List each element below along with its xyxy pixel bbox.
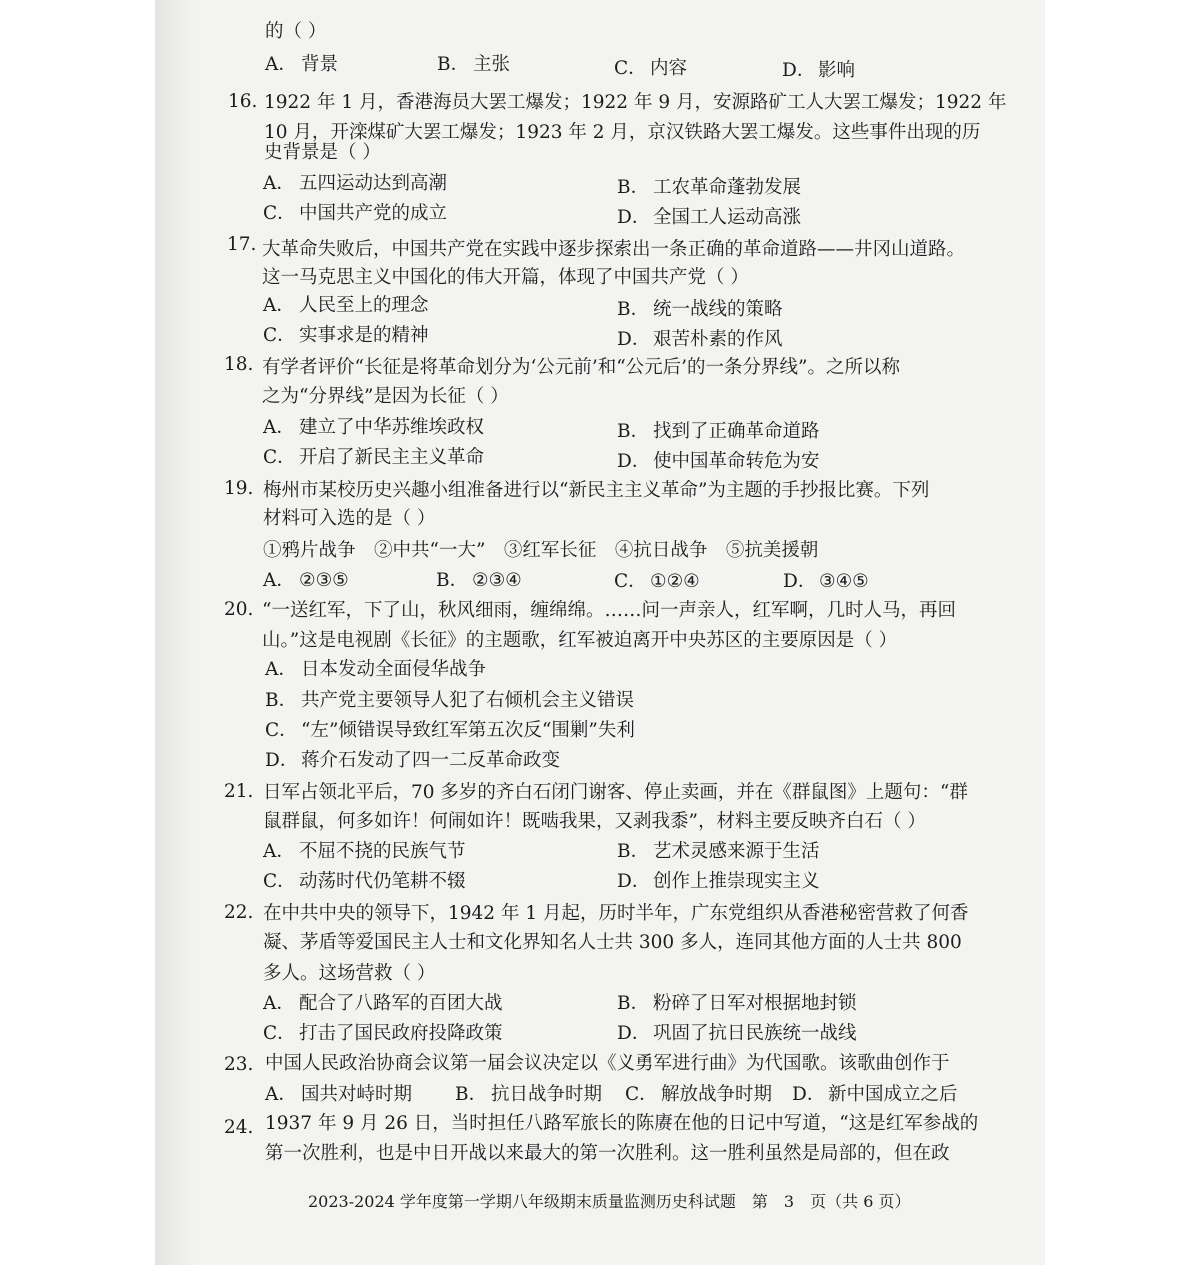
q22-line-3: 多人。这场营救（ ） — [263, 963, 436, 984]
option-text: 动荡时代仍笔耕不辍 — [299, 871, 466, 892]
q23-option-b — [455, 1083, 602, 1107]
q17-line-2: 这一马克思主义中国化的伟大开篇，体现了中国共产党（ ） — [262, 267, 749, 288]
option-letter: B． — [617, 299, 650, 320]
q24-line-1: 1937 年 9 月 26 日，当时担任八路军旅长的陈赓在他的日记中写道，“这是红军参战的 — [265, 1113, 979, 1134]
q20-option-a — [265, 658, 486, 682]
q18-line-1: 有学者评价“长征是将革命划分为‘公元前’和“公元后’的一条分界线”。之所以称 — [262, 357, 901, 378]
option-letter: D． — [792, 1084, 826, 1105]
option-text: 开启了新民主主义革命 — [299, 447, 485, 468]
q20-option-b — [265, 689, 634, 713]
option-text: 统一战线的策略 — [653, 299, 783, 320]
option-text: 内容 — [650, 58, 688, 79]
question-number: 23. — [224, 1054, 254, 1075]
q21-line-2: 鼠群鼠，何多如许！何闹如许！既啮我果，又剥我黍”，材料主要反映齐白石（ ） — [263, 811, 926, 832]
option-letter: D． — [617, 329, 651, 350]
option-letter: A． — [263, 417, 295, 438]
q16-line-3: 史背景是（ ） — [264, 142, 381, 163]
q22-line-1: 在中共中央的领导下，1942 年 1 月起，历时半年，广东党组织从香港秘密营救了何香 — [263, 903, 969, 924]
option-letter: D． — [265, 750, 299, 771]
q21-option-c — [263, 870, 466, 894]
option-letter: A． — [263, 570, 295, 591]
q15-option-b — [437, 53, 510, 77]
option-text: 使中国革命转危为安 — [653, 451, 820, 472]
option-text: 抗日战争时期 — [491, 1084, 603, 1105]
option-text: 找到了正确革命道路 — [653, 421, 820, 442]
q19-option-c — [614, 570, 700, 594]
option-text: 打击了国民政府投降政策 — [299, 1023, 503, 1044]
q16-line-1: 1922 年 1 月，香港海员大罢工爆发；1922 年 9 月，安源路矿工人大罢工爆发；1922 年 — [264, 92, 1007, 113]
q16-option-c — [263, 202, 447, 226]
q15-option-a — [265, 53, 338, 77]
option-text: 艰苦朴素的作风 — [653, 329, 783, 350]
q15-option-d — [782, 59, 855, 83]
question-number: 18. — [224, 354, 254, 375]
option-letter: C． — [614, 58, 647, 79]
q19-option-a — [263, 569, 349, 593]
q24-line-2: 第一次胜利，也是中日开战以来最大的第一次胜利。这一胜利虽然是局部的，但在政 — [265, 1143, 950, 1164]
q17-option-b — [617, 298, 783, 322]
option-letter: C． — [263, 1023, 296, 1044]
q22-option-b — [617, 992, 857, 1016]
q17-line-1: 大革命失败后，中国共产党在实践中逐步探索出一条正确的革命道路——井冈山道路。 — [262, 239, 966, 260]
q21-option-d — [617, 870, 820, 894]
q21-option-b — [617, 840, 820, 864]
q23-line-1: 中国人民政治协商会议第一届会议决定以《义勇军进行曲》为代国歌。该歌曲创作于 — [265, 1053, 950, 1074]
q20-option-c — [265, 719, 635, 743]
option-text: 新中国成立之后 — [828, 1084, 958, 1105]
q18-option-c — [263, 446, 484, 470]
option-letter: D． — [617, 1023, 651, 1044]
option-text: 背景 — [301, 54, 339, 75]
option-text: ②③⑤ — [299, 570, 349, 591]
q19-option-d — [783, 570, 869, 594]
option-letter: A． — [265, 54, 297, 75]
q16-option-a — [263, 172, 447, 196]
option-letter: B． — [436, 570, 469, 591]
option-text: 创作上推崇现实主义 — [653, 871, 820, 892]
q18-option-b — [617, 420, 820, 444]
option-text: ③④⑤ — [819, 571, 869, 592]
q22-line-2: 凝、茅盾等爱国民主人士和文化界知名人士共 300 多人，连同其他方面的人士共 800 — [263, 932, 962, 953]
q18-option-a — [263, 416, 484, 440]
option-text: 不屈不挠的民族气节 — [299, 841, 466, 862]
q20-option-d — [265, 749, 560, 773]
option-letter: D． — [617, 871, 651, 892]
q19-line-1: 梅州市某校历史兴趣小组准备进行以“新民主主义革命”为主题的手抄报比赛。下列 — [263, 480, 930, 501]
option-letter: C． — [614, 571, 647, 592]
option-text: 日本发动全面侵华战争 — [301, 659, 487, 680]
q19-line-3: ①鸦片战争 ②中共“一大” ③红军长征 ④抗日战争 ⑤抗美援朝 — [263, 540, 819, 561]
option-letter: D． — [783, 571, 817, 592]
option-text: ②③④ — [472, 570, 522, 591]
question-number: 21. — [224, 781, 254, 802]
option-letter: A． — [263, 841, 295, 862]
option-text: 主张 — [473, 54, 511, 75]
q17-option-d — [617, 328, 783, 352]
q19-option-b — [436, 569, 522, 593]
q16-line-2: 10 月，开滦煤矿大罢工爆发；1923 年 2 月，京汉铁路大罢工爆发。这些事件出现的历 — [264, 122, 981, 143]
option-letter: C． — [263, 203, 296, 224]
option-text: 艺术灵感来源于生活 — [653, 841, 820, 862]
q23-option-c — [625, 1083, 772, 1107]
question-number: 16. — [228, 91, 258, 112]
option-text: 实事求是的精神 — [299, 325, 429, 346]
page-shadow — [155, 0, 195, 1265]
option-letter: B． — [617, 841, 650, 862]
option-text: 人民至上的理念 — [299, 295, 429, 316]
option-text: 全国工人运动高涨 — [653, 207, 802, 228]
option-letter: A． — [265, 1084, 297, 1105]
option-letter: C． — [263, 447, 296, 468]
q16-option-b — [617, 176, 801, 200]
q18-line-2: 之为“分界线”是因为长征（ ） — [262, 386, 509, 407]
option-letter: C． — [263, 325, 296, 346]
option-text: 蒋介石发动了四一二反革命政变 — [301, 750, 561, 771]
q19-line-2: 材料可入选的是（ ） — [263, 508, 436, 529]
question-number: 24. — [224, 1117, 254, 1138]
option-text: “左”倾错误导致红军第五次反“围剿”失利 — [301, 720, 635, 741]
q22-option-a — [263, 992, 503, 1016]
option-letter: A． — [263, 993, 295, 1014]
q16-option-d — [617, 206, 801, 230]
option-text: 粉碎了日军对根据地封锁 — [653, 993, 857, 1014]
option-letter: D． — [782, 60, 816, 81]
option-letter: A． — [265, 659, 297, 680]
q23-option-d — [792, 1083, 958, 1107]
option-text: 中国共产党的成立 — [299, 203, 448, 224]
q21-line-1: 日军占领北平后，70 多岁的齐白石闭门谢客、停止卖画，并在《群鼠图》上题句：“群 — [263, 782, 968, 803]
option-letter: D． — [617, 207, 651, 228]
q15-option-c — [614, 57, 687, 81]
option-text: 建立了中华苏维埃政权 — [299, 417, 485, 438]
q22-option-c — [263, 1022, 503, 1046]
option-letter: C． — [263, 871, 296, 892]
option-text: 解放战争时期 — [661, 1084, 773, 1105]
q22-option-d — [617, 1022, 857, 1046]
option-letter: A． — [263, 295, 295, 316]
q17-option-c — [263, 324, 429, 348]
option-letter: B． — [617, 177, 650, 198]
question-number: 22. — [224, 902, 254, 923]
option-text: 工农革命蓬勃发展 — [653, 177, 802, 198]
q20-line-1: “一送红军，下了山，秋风细雨，缠绵绵。……问一声亲人，红军啊，几时人马，再回 — [262, 600, 956, 621]
q21-option-a — [263, 840, 466, 864]
option-letter: B． — [437, 54, 470, 75]
option-letter: A． — [263, 173, 295, 194]
option-text: 配合了八路军的百团大战 — [299, 993, 503, 1014]
question-number: 20. — [224, 599, 254, 620]
option-letter: D． — [617, 451, 651, 472]
q20-line-2: 山。”这是电视剧《长征》的主题歌，红军被迫离开中央苏区的主要原因是（ ） — [262, 630, 898, 651]
option-text: 共产党主要领导人犯了右倾机会主义错误 — [301, 690, 635, 711]
page-footer: 2023-2024 学年度第一学期八年级期末质量监测历史科试题 第 3 页（共 6 页） — [308, 1192, 911, 1211]
option-text: ①②④ — [650, 571, 700, 592]
option-letter: B． — [455, 1084, 488, 1105]
q23-option-a — [265, 1083, 412, 1107]
option-letter: B． — [265, 690, 298, 711]
option-letter: C． — [625, 1084, 658, 1105]
question-number: 17. — [227, 234, 257, 255]
q15-tail: 的（ ） — [265, 21, 327, 42]
option-text: 国共对峙时期 — [301, 1084, 413, 1105]
question-number: 19. — [224, 478, 254, 499]
option-text: 五四运动达到高潮 — [299, 173, 448, 194]
q18-option-d — [617, 450, 820, 474]
option-letter: B． — [617, 421, 650, 442]
option-letter: B． — [617, 993, 650, 1014]
option-letter: C． — [265, 720, 298, 741]
q17-option-a — [263, 294, 429, 318]
option-text: 巩固了抗日民族统一战线 — [653, 1023, 857, 1044]
option-text: 影响 — [818, 60, 856, 81]
